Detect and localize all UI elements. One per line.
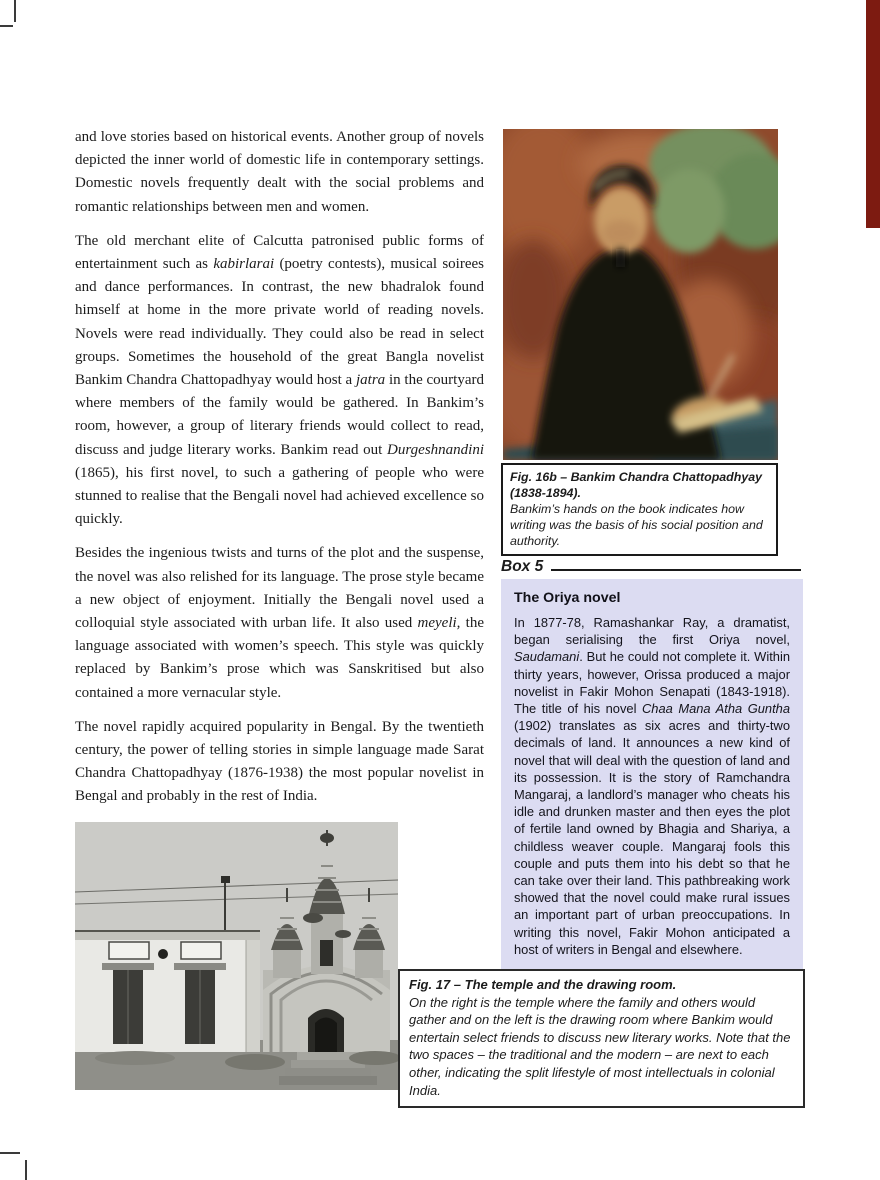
figure-17-caption-body: On the right is the temple where the family and others would gather and on the left is the drawing room where Bankim would entertain select friends to discuss new literary works. Note that the two spaces – the traditional and the modern – are next to each other, indicating the split lifestyle of most intellectuals in colonial India.: [409, 994, 791, 1098]
box5-heading: The Oriya novel: [514, 590, 621, 606]
crop-mark-top-left-horizontal: [0, 25, 13, 27]
body-text-column: [75, 126, 484, 820]
chapter-edge-tab: [866, 0, 880, 228]
paragraph: The novel rapidly acquired popularity in Bengal. By the twentieth century, the power of telling stories in simple language made Sarat Chandra Chattopadhyay (1876-1938) the most popular novelist in Bengal and probably in the rest of India.: [75, 718, 484, 805]
figure-16b-caption-title: Fig. 16b – Bankim Chandra Chattopadhyay (1838-1894).: [510, 470, 762, 500]
box5-body: In 1877-78, Ramashankar Ray, a dramatist, began serialising the first Oriya novel, Saudamani. But he could not complete it. Within thirty years, however, Orissa produced a major novelist in Fakir Mohon Senapati (1843-1918). The title of his novel Chaa Mana Atha Guntha (1902) translates as six acres and thirty-two decimals of land. It announces a new kind of novel that will deal with the question of land and its possession. It is the story of Ramchandra Mangaraj, a landlord’s manager who cheats his idle and drunken master and then eyes the plot of fertile land owned by Bhagia and Shariya, a childless weaver couple. Mangaraj fools this couple and puts them into his debt so that he can take over their land. This pathbreaking work showed that the novel could make rural issues an important part of urban preoccupations. In writing this novel, Fakir Mohon anticipated a host of writers in Bengal and elsewhere.: [514, 615, 790, 957]
temple-photo-image: [75, 822, 398, 1090]
box5-panel: [501, 579, 803, 971]
crop-mark-top-left-vertical: [14, 0, 16, 22]
paragraph: Besides the ingenious twists and turns of the plot and the suspense, the novel was also relished for its language. The prose style became a new object of enjoyment. Initially the Bengali novel used a colloquial style associated with urban life. It also used meyeli, the language associated with women’s speech. This style was quickly replaced by Bankim’s prose which was Sanskritised but also contained a more vernacular style.: [75, 545, 484, 701]
figure-16b-caption-box: [501, 463, 778, 556]
figure-17-caption-title: Fig. 17 – The temple and the drawing room.: [409, 977, 677, 992]
crop-mark-bottom-left-horizontal: [0, 1152, 20, 1154]
portrait-painting-image: [503, 129, 778, 460]
figure-17-caption-box: [398, 969, 805, 1108]
figure-16b-caption-body: Bankim’s hands on the book indicates how writing was the basis of his social position and authority.: [510, 502, 763, 548]
box5-label: Box 5: [501, 558, 544, 575]
paragraph: and love stories based on historical events. Another group of novels depicted the inner world of domestic life in contemporary settings. Domestic novels frequently dealt with the social problems and romantic relationships between men and women.: [75, 129, 484, 215]
paragraph: The old merchant elite of Calcutta patronised public forms of entertainment such as kabirlarai (poetry contests), musical soirees and dance performances. In contrast, the new bhadralok found himself at home in the more private world of reading novels. Novels were read individually. They could also be read in select groups. Sometimes the household of the great Bangla novelist Bankim Chandra Chattopadhyay would host a jatra in the courtyard where members of the family would be gathered. In Bankim’s room, however, a group of literary friends would collect to read, discuss and judge literary works. Bankim read out Durgeshnandini (1865), his first novel, to such a gathering of people who were stunned to realise that the Bengali novel had achieved excellence so quickly.: [75, 232, 485, 528]
box5-rule: [551, 569, 801, 571]
crop-mark-bottom-left-vertical: [25, 1160, 27, 1180]
